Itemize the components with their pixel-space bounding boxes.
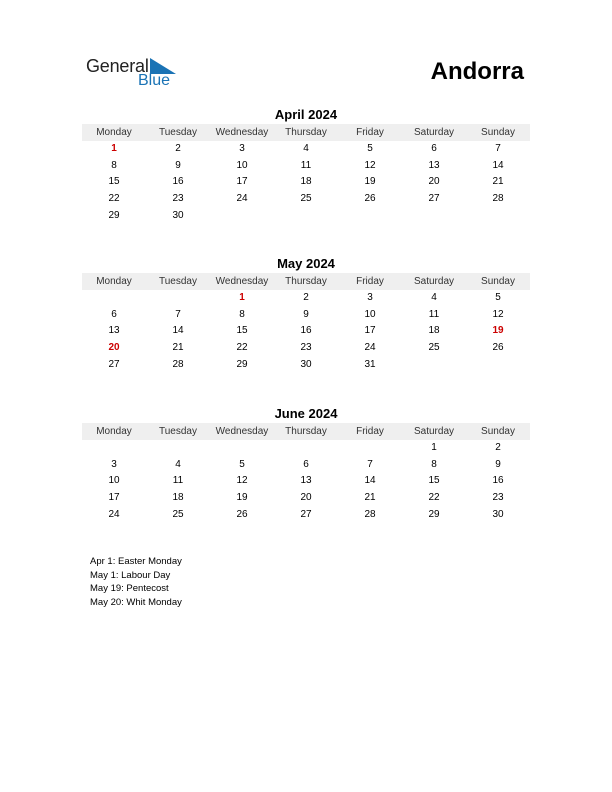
day-cell: 6 [431,143,437,154]
weekday-label: Tuesday [159,127,197,138]
day-cell: 18 [300,176,312,188]
week-row [82,507,530,524]
day-cell: 21 [492,176,504,188]
day-cell [402,357,466,374]
day-cell: 27 [108,358,120,370]
day-cell: 23 [172,193,184,205]
weekday-label: Tuesday [159,276,197,287]
day-cell: 4 [303,143,309,154]
day-cell: 28 [364,508,376,520]
day-cell [82,440,146,457]
day-cell: 22 [428,492,440,504]
week-row [82,340,530,357]
day-cell: 16 [300,325,312,337]
day-cell: 22 [108,193,120,205]
weekday-label: Saturday [413,276,455,287]
day-cell: 1 [111,143,117,154]
day-cell: 7 [495,143,501,154]
weekday-header-row [82,273,530,290]
week-row [82,290,530,307]
day-cell: 20 [428,176,440,188]
weekday-label: Monday [96,276,132,287]
month-calendar [82,406,530,523]
day-cell: 10 [364,308,376,320]
month-title: June 2024 [274,406,338,421]
day-cell: 26 [492,342,504,354]
day-cell: 6 [111,308,117,320]
week-row [82,141,530,158]
day-cell: 20 [300,492,312,504]
day-cell: 23 [300,342,312,354]
day-cell: 10 [236,159,248,171]
week-row [82,208,530,225]
day-cell: 14 [172,325,184,337]
day-cell: 17 [108,492,120,504]
day-cell: 1 [239,292,245,303]
day-cell: 11 [172,475,184,487]
day-cell [146,440,210,457]
day-cell: 3 [111,458,117,470]
weekday-header-row [82,423,530,440]
day-cell: 23 [492,492,504,504]
day-cell: 26 [236,508,248,520]
day-cell: 13 [300,475,312,487]
weekday-label: Monday [96,426,132,437]
day-cell: 16 [172,176,184,188]
day-cell: 25 [300,193,312,205]
day-cell: 29 [108,209,120,221]
weekday-label: Friday [356,127,384,138]
day-cell: 15 [236,325,248,337]
day-cell: 20 [108,342,120,354]
day-cell: 30 [492,508,504,520]
day-cell: 15 [428,475,440,487]
day-cell: 12 [492,308,504,320]
month-title: May 2024 [277,256,335,271]
day-cell: 11 [428,308,440,320]
day-cell: 9 [175,159,181,171]
weekday-label: Wednesday [215,426,269,437]
day-cell: 25 [428,342,440,354]
day-cell: 21 [364,492,376,504]
weekday-label: Thursday [285,276,327,287]
week-row [82,490,530,507]
weekday-label: Thursday [285,127,327,138]
week-row [82,357,530,374]
holiday-item: May 1: Labour Day [90,569,171,581]
day-cell: 24 [364,342,376,354]
weekday-label: Friday [356,276,384,287]
day-cell [402,208,466,225]
day-cell: 6 [303,458,309,470]
day-cell: 27 [300,508,312,520]
day-cell: 12 [364,159,376,171]
logo-text-blue: Blue [138,72,171,89]
day-cell: 2 [303,292,309,303]
day-cell: 31 [364,358,376,370]
day-cell: 3 [367,292,373,303]
day-cell [210,208,274,225]
day-cell: 24 [108,508,120,520]
holiday-list [90,555,182,609]
day-cell [146,290,210,307]
week-row [82,307,530,324]
month-title: April 2024 [274,107,338,122]
day-cell [82,290,146,307]
week-row [82,191,530,208]
day-cell: 19 [236,492,248,504]
day-cell: 28 [492,193,504,205]
weekday-label: Saturday [413,127,455,138]
day-cell: 30 [300,358,312,370]
day-cell: 18 [428,325,440,337]
day-cell: 14 [492,159,504,171]
day-cell [338,440,402,457]
week-row [82,174,530,191]
day-cell: 4 [431,292,437,303]
weekday-label: Thursday [285,426,327,437]
day-cell: 9 [303,308,309,320]
day-cell: 8 [111,159,117,171]
day-cell: 8 [431,458,437,470]
weekday-label: Sunday [481,127,515,138]
day-cell [274,440,338,457]
day-cell: 24 [236,193,248,205]
day-cell: 29 [236,358,248,370]
day-cell: 11 [300,159,312,171]
day-cell: 13 [428,159,440,171]
week-row [82,323,530,340]
day-cell [466,357,530,374]
weekday-label: Wednesday [215,127,269,138]
week-row [82,158,530,175]
week-row [82,457,530,474]
weekday-label: Wednesday [215,276,269,287]
day-cell [274,208,338,225]
day-cell: 30 [172,209,184,221]
day-cell: 8 [239,308,245,320]
day-cell: 15 [108,176,120,188]
month-calendar [82,107,530,224]
day-cell [210,440,274,457]
logo-text-general: General [86,56,149,76]
day-cell: 12 [236,475,248,487]
day-cell: 7 [175,308,181,320]
holiday-item: May 20: Whit Monday [90,596,182,608]
day-cell: 19 [492,325,504,337]
day-cell: 7 [367,458,373,470]
day-cell: 27 [428,193,440,205]
day-cell: 17 [236,176,248,188]
day-cell: 21 [172,342,184,354]
day-cell: 2 [495,442,501,453]
day-cell: 14 [364,475,376,487]
week-row [82,440,530,457]
day-cell: 26 [364,193,376,205]
country-title: Andorra [430,58,524,85]
weekday-label: Saturday [413,426,455,437]
weekday-label: Tuesday [159,426,197,437]
day-cell: 10 [108,475,120,487]
day-cell: 22 [236,342,248,354]
day-cell: 19 [364,176,376,188]
weekday-label: Sunday [481,276,515,287]
day-cell: 5 [367,143,373,154]
day-cell: 4 [175,458,181,470]
month-calendar [82,256,530,373]
day-cell: 3 [239,143,245,154]
holiday-item: Apr 1: Easter Monday [90,556,182,567]
generalblue-logo [86,56,186,92]
day-cell: 5 [239,458,245,470]
weekday-label: Monday [96,127,132,138]
day-cell [338,208,402,225]
day-cell: 1 [431,442,437,453]
day-cell: 29 [428,508,440,520]
day-cell [466,208,530,225]
weekday-label: Sunday [481,426,515,437]
day-cell: 9 [495,458,501,470]
day-cell: 17 [364,325,376,337]
week-row [82,473,530,490]
weekday-label: Friday [356,426,384,437]
day-cell: 18 [172,492,184,504]
day-cell: 13 [108,325,120,337]
weekday-header-row [82,124,530,141]
day-cell: 16 [492,475,504,487]
day-cell: 5 [495,292,501,303]
day-cell: 25 [172,508,184,520]
holiday-item: May 19: Pentecost [90,583,169,595]
day-cell: 2 [175,143,181,154]
day-cell: 28 [172,358,184,370]
